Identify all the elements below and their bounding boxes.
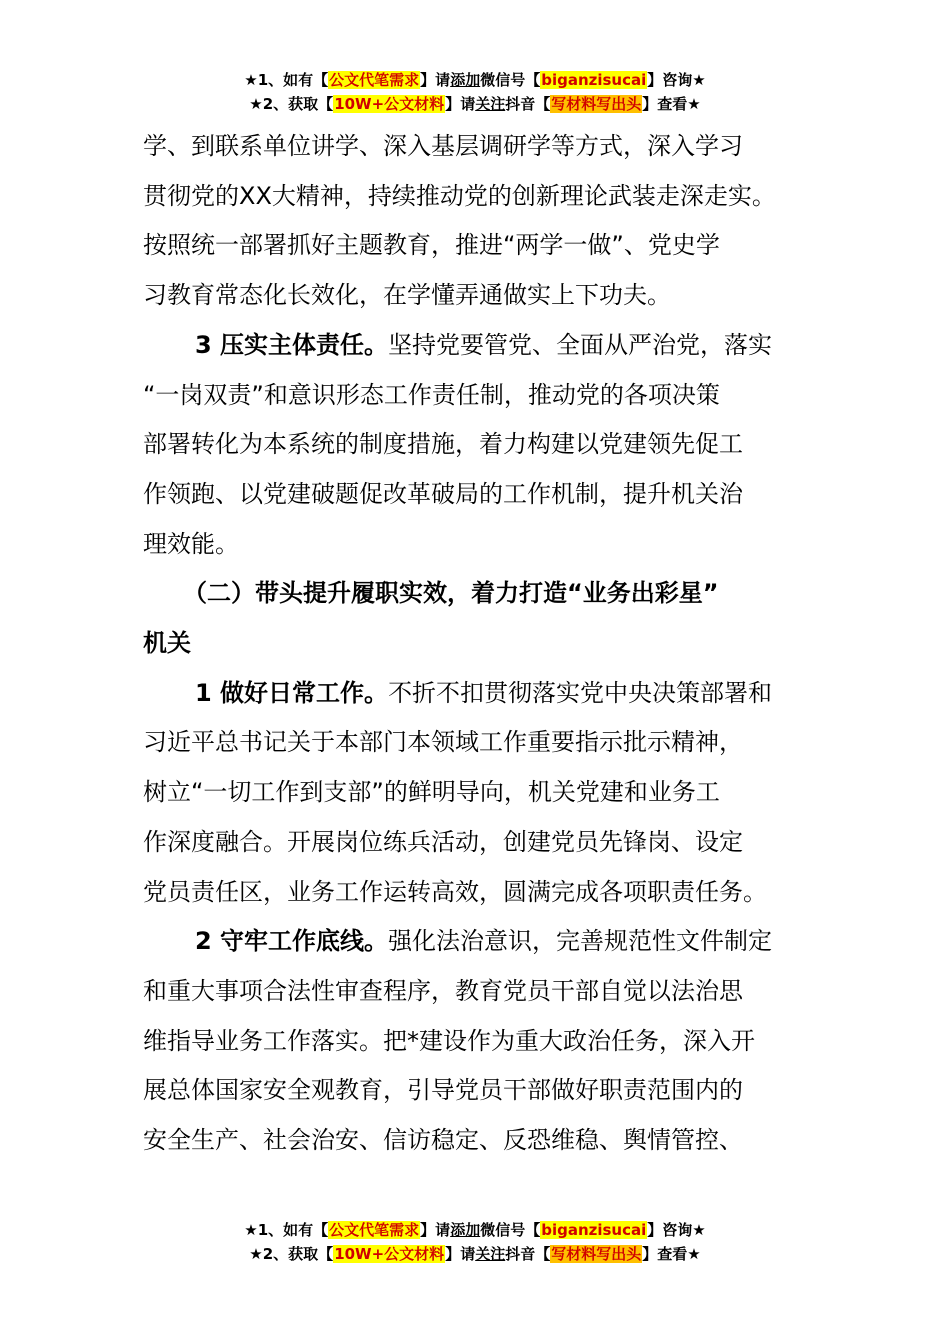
text-line: 党员责任区，业务工作运转高效，圆满完成各项职责任务。: [143, 877, 767, 906]
text-line: 习教育常态化长效化，在学懂弄通做实上下功夫。: [143, 281, 671, 310]
paragraph-heading: 3 压实主体责任。: [195, 330, 389, 359]
text-line: “一岗双责”和意识形态工作责任制，推动党的各项决策: [143, 380, 720, 409]
paragraph-3-first-line: [143, 321, 823, 371]
text-line: 理效能。: [143, 529, 239, 558]
top-banner: [0, 68, 950, 116]
section-heading-cont: 机关: [143, 629, 191, 658]
text-line: 按照统一部署抓好主题教育，推进“两学一做”、党史学: [143, 231, 720, 260]
banner-text: 】咨询★: [647, 1221, 706, 1239]
paragraph-heading: 1 做好日常工作。: [195, 678, 389, 707]
banner-text: 抖音【: [505, 1245, 551, 1263]
text-line: 习近平总书记关于本部门本领域工作重要指示批示精神，: [143, 728, 743, 757]
paragraph-text: 坚持党要管党、全面从严治党，落实: [388, 330, 773, 359]
paragraph-4-first-line: [143, 669, 823, 719]
banner-underline: 添加: [450, 1221, 481, 1239]
banner-line-1: [0, 68, 950, 92]
text-line: 维指导业务工作落实。把*建设作为重大政治任务，深入开: [143, 1026, 755, 1055]
banner-text: 】请: [445, 95, 476, 113]
paragraph-5-first-line: [143, 917, 823, 967]
text-line: 展总体国家安全观教育，引导党员干部做好职责范围内的: [143, 1076, 743, 1105]
text-line: 贯彻党的XX大精神，持续推动党的创新理论武装走深走实。: [143, 181, 776, 210]
banner-highlight: 10W+公文材料: [334, 1245, 445, 1263]
banner-text: 微信号【: [480, 71, 541, 89]
banner-highlight: biganzisucai: [541, 71, 647, 89]
section-heading: （二）带头提升履职实效，着力打造“业务出彩星”: [183, 579, 719, 608]
banner-text: 】请: [420, 1221, 451, 1239]
banner-text: 抖音【: [505, 95, 551, 113]
banner-highlight: 公文代笔需求: [329, 71, 420, 89]
text-line: 作领跑、以党建破题促改革破局的工作机制，提升机关治: [143, 479, 743, 508]
banner-text: 】查看★: [642, 95, 701, 113]
text-line: 树立“一切工作到支部”的鲜明导向，机关党建和业务工: [143, 778, 720, 807]
banner-highlight: 写材料写出头: [551, 95, 642, 113]
banner-underline: 添加: [450, 71, 481, 89]
banner-text: ★1、如有【: [244, 1221, 329, 1239]
banner-highlight: 写材料写出头: [551, 1245, 642, 1263]
banner-text: ★1、如有【: [244, 71, 329, 89]
banner-text: 】查看★: [642, 1245, 701, 1263]
banner-text: 】请: [445, 1245, 476, 1263]
text-line: 部署转化为本系统的制度措施，着力构建以党建领先促工: [143, 430, 743, 459]
paragraph-text: 强化法治意识，完善规范性文件制定: [388, 927, 773, 956]
banner-text: 】咨询★: [647, 71, 706, 89]
banner-highlight: biganzisucai: [541, 1221, 647, 1239]
banner-underline: 关注: [475, 95, 506, 113]
banner-highlight: 公文代笔需求: [329, 1221, 420, 1239]
banner-highlight: 10W+公文材料: [334, 95, 445, 113]
banner-line-2: [0, 1242, 950, 1266]
text-line: 学、到联系单位讲学、深入基层调研学等方式，深入学习: [143, 132, 743, 160]
banner-text: ★2、获取【: [249, 1245, 334, 1263]
text-line: 和重大事项合法性审查程序，教育党员干部自觉以法治思: [143, 976, 743, 1005]
banner-underline: 关注: [475, 1245, 506, 1263]
bottom-banner: [0, 1218, 950, 1266]
text-line: 安全生产、社会治安、信访稳定、反恐维稳、舆情管控、: [143, 1126, 743, 1155]
paragraph-heading: 2 守牢工作底线。: [195, 927, 389, 956]
paragraph-text: 不折不扣贯彻落实党中央决策部署和: [388, 678, 773, 707]
banner-text: 微信号【: [480, 1221, 541, 1239]
banner-line-2: [0, 92, 950, 116]
banner-line-1: [0, 1218, 950, 1242]
text-line: 作深度融合。开展岗位练兵活动，创建党员先锋岗、设定: [143, 827, 743, 856]
banner-text: 】请: [420, 71, 451, 89]
banner-text: ★2、获取【: [249, 95, 334, 113]
document-body: [143, 122, 823, 1166]
